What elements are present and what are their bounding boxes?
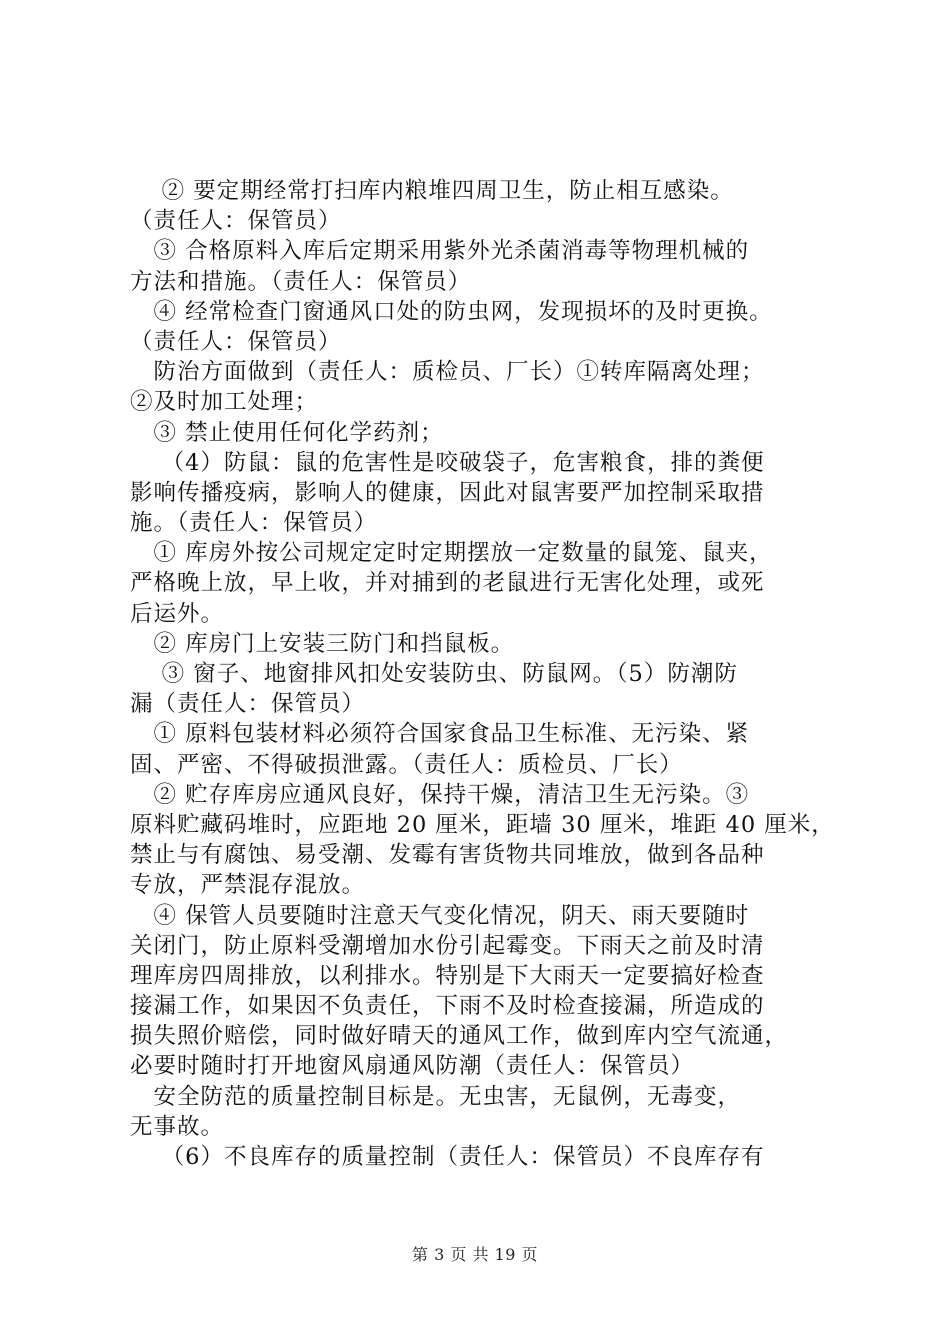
text-line: 无事故。 (130, 1113, 225, 1140)
body-text (130, 176, 835, 1172)
text-line: ③ 禁止使用任何化学药剂； (130, 419, 444, 446)
text-line: 影响传播疫病，影响人的健康，因此对鼠害要严加控制采取措 (130, 479, 765, 506)
page-number-label: 第 3 页 共 19 页 (412, 1245, 538, 1264)
text-line: ④ 经常检查门窗通风口处的防虫网，发现损坏的及时更换。 (130, 298, 773, 325)
text-line: ③ 窗子、地窗排风扣处安装防虫、防鼠网。（5）防潮防 (130, 661, 738, 687)
text-line: 原料贮藏码堆时，应距地 20 厘米，距墙 30 厘米，堆距 40 厘米， (130, 811, 835, 838)
text-line: （责任人：保管员） (130, 208, 342, 235)
text-line: ④ 保管人员要随时注意天气变化情况，阴天、雨天要随时 (130, 902, 750, 929)
text-line: 方法和措施。（责任人：保管员） (130, 268, 472, 295)
text-line: 固、严密、不得破损泄露。（责任人：质检员、厂长） (130, 751, 683, 778)
text-line: ② 贮存库房应通风良好，保持干燥，清洁卫生无污染。③ (130, 781, 750, 808)
text-line: ②及时加工处理； (130, 389, 319, 416)
text-line: ③ 合格原料入库后定期采用紫外光杀菌消毒等物理机械的 (130, 238, 750, 265)
text-line: （责任人：保管员） (130, 328, 342, 355)
text-line: ② 库房门上安装三防门和挡鼠板。 (130, 630, 515, 657)
text-line: 禁止与有腐蚀、易受潮、发霉有害货物共同堆放，做到各品种 (130, 842, 765, 869)
text-line: 关闭门，防止原料受潮增加水份引起霉变。下雨天之前及时清 (130, 932, 765, 959)
text-line: 损失照价赔偿，同时做好晴天的通风工作，做到库内空气流通， (130, 1023, 789, 1050)
text-line: （6）不良库存的质量控制（责任人：保管员）不良库存有 (130, 1144, 765, 1170)
text-line: 施。（责任人：保管员） (130, 510, 378, 537)
text-line: （4）防鼠：鼠的危害性是咬破袋子，危害粮食，排的粪便 (130, 449, 765, 476)
text-line: ② 要定期经常打扫库内粮堆四周卫生，防止相互感染。 (130, 178, 734, 204)
text-line: ① 库房外按公司规定定时定期摆放一定数量的鼠笼、鼠夹， (130, 540, 773, 567)
page-footer (0, 1242, 950, 1265)
text-line: 必要时随时打开地窗风扇通风防潮（责任人：保管员） (130, 1053, 695, 1080)
text-line: 后运外。 (130, 600, 225, 627)
text-line: 安全防范的质量控制目标是。无虫害，无鼠例，无毒变， (130, 1083, 742, 1110)
text-line: 专放，严禁混存混放。 (130, 872, 366, 899)
text-line: ① 原料包装材料必须符合国家食品卫生标准、无污染、紧 (130, 721, 750, 748)
text-line: 接漏工作，如果因不负责任，下雨不及时检查接漏，所造成的 (130, 993, 765, 1020)
text-line: 严格晚上放，早上收，并对捕到的老鼠进行无害化处理，或死 (130, 570, 765, 597)
text-line: 防治方面做到（责任人：质检员、厂长）①转库隔离处理； (130, 359, 765, 386)
text-line: 漏（责任人：保管员） (130, 691, 366, 718)
text-line: 理库房四周排放，以利排水。特别是下大雨天一定要搞好检查 (130, 962, 765, 989)
